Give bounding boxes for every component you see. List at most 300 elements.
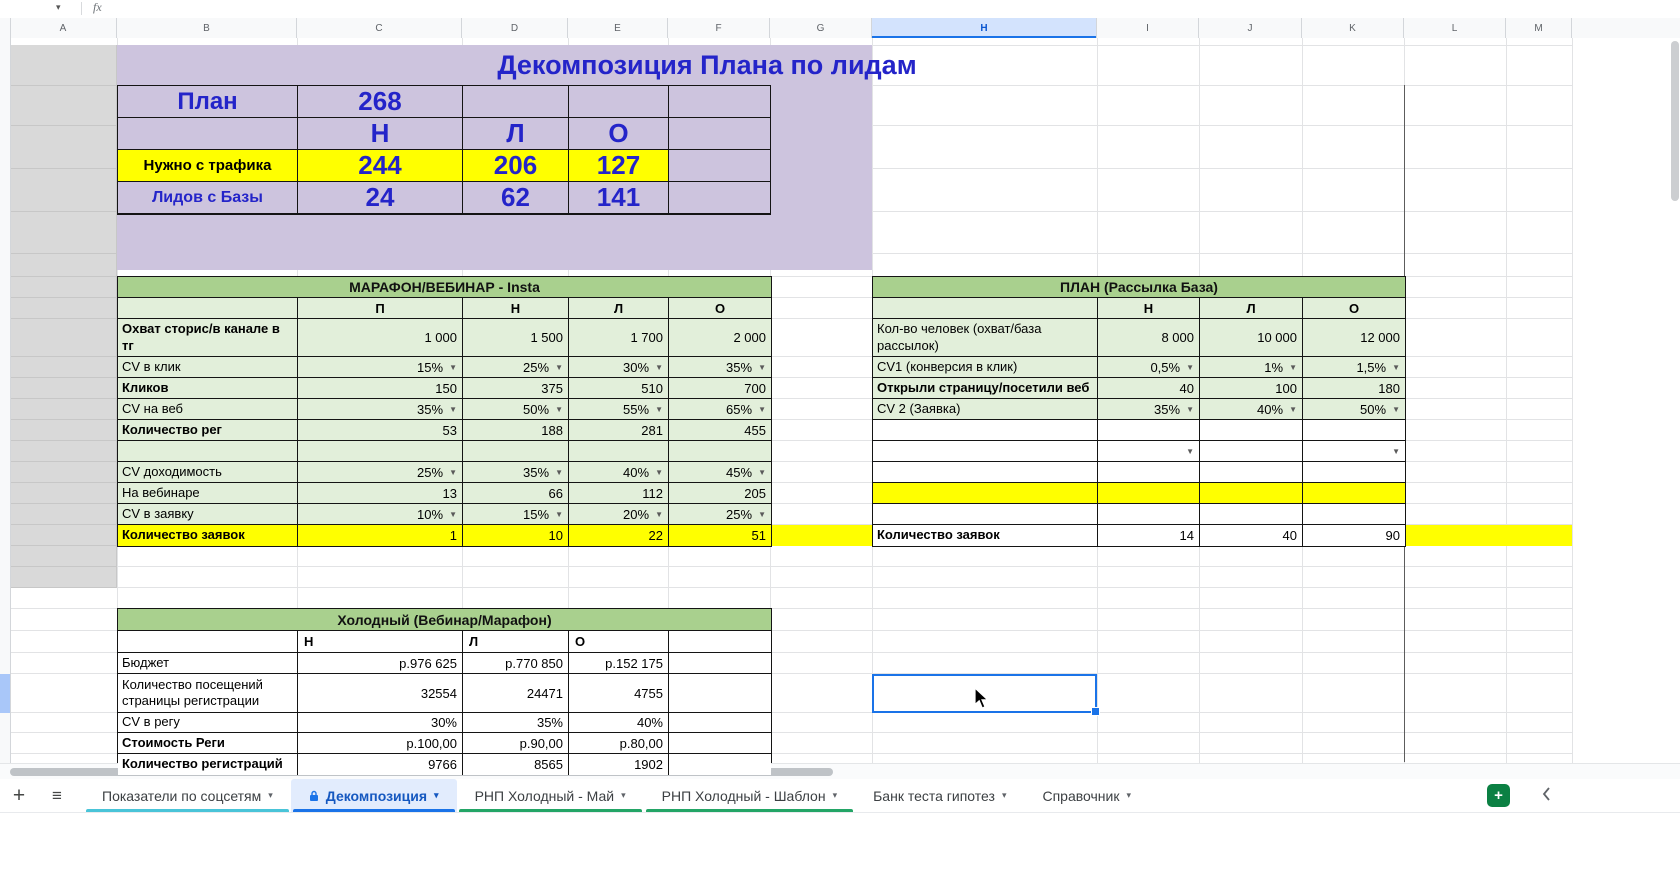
cell[interactable] [298, 674, 463, 713]
table-row [873, 399, 1405, 420]
cell[interactable]: CV на веб [118, 399, 298, 420]
cell[interactable] [1303, 441, 1405, 462]
cell[interactable] [669, 357, 771, 378]
cell[interactable]: Л [463, 631, 569, 653]
cell[interactable] [669, 118, 771, 150]
cell-value: 40% [623, 464, 650, 480]
cell[interactable]: CV 2 (Заявка) [873, 399, 1098, 420]
cell-value: 25% [523, 359, 550, 375]
cell[interactable] [463, 378, 569, 399]
cell[interactable] [669, 182, 771, 214]
cell-value: 375 [541, 380, 563, 396]
gridline [10, 356, 117, 357]
cell[interactable] [298, 504, 463, 525]
cell-value: 1 700 [630, 330, 663, 345]
cell[interactable] [873, 420, 1098, 441]
cell[interactable] [669, 504, 771, 525]
cell[interactable]: П [298, 298, 463, 319]
cell[interactable] [569, 462, 669, 483]
cell[interactable]: Количество посещений страницы регистрации [118, 674, 298, 713]
cell[interactable] [873, 462, 1098, 483]
cell-dropdown-icon[interactable]: ▼ [655, 467, 663, 477]
cell-value: 50% [523, 401, 550, 417]
column-header[interactable]: D [462, 18, 568, 38]
cell[interactable] [1098, 319, 1200, 357]
cell[interactable] [1303, 504, 1405, 525]
cell[interactable] [463, 504, 569, 525]
cell[interactable] [118, 118, 298, 150]
cell[interactable] [463, 86, 569, 118]
cell[interactable] [463, 319, 569, 357]
cell-value: 10 [548, 528, 563, 543]
cell[interactable] [1303, 357, 1405, 378]
cell[interactable] [1098, 420, 1200, 441]
gridline [10, 398, 117, 399]
column-header[interactable]: A [10, 18, 117, 38]
cell[interactable]: О [569, 118, 669, 150]
table-column-header-row [873, 298, 1405, 319]
column-header[interactable]: E [568, 18, 668, 38]
tab-menu-caret-icon[interactable]: ▾ [434, 790, 439, 800]
sheet-tab[interactable] [855, 779, 1024, 812]
cell-value: 15% [417, 359, 444, 375]
cell-value: р.80,00 [619, 735, 663, 751]
cell-value: 40% [636, 715, 663, 730]
cell[interactable] [569, 653, 669, 674]
table-row [118, 653, 771, 674]
cell[interactable] [873, 504, 1098, 525]
cell[interactable] [1200, 378, 1303, 399]
table-row [873, 319, 1405, 357]
cell[interactable]: Н [1098, 298, 1200, 319]
cell-dropdown-icon[interactable]: ▼ [555, 362, 563, 372]
mouse-cursor [974, 687, 992, 711]
column-header[interactable]: F [668, 18, 770, 38]
cell[interactable]: На вебинаре [118, 483, 298, 504]
cell[interactable] [463, 483, 569, 504]
cell[interactable]: 62 [463, 182, 569, 214]
cell-dropdown-icon[interactable]: ▼ [449, 362, 457, 372]
sheet-tab[interactable] [1024, 779, 1149, 812]
cell[interactable]: Н [298, 631, 463, 653]
cell-value: 4755 [634, 685, 663, 701]
column-header-row [0, 18, 1680, 39]
cell-dropdown-icon[interactable]: ▼ [655, 362, 663, 372]
cell[interactable] [1098, 525, 1200, 546]
gridline [10, 253, 117, 254]
cell[interactable] [1200, 462, 1303, 483]
table-row [118, 399, 771, 420]
cell-value: 281 [641, 422, 663, 438]
cell[interactable] [669, 378, 771, 399]
cell[interactable] [1200, 420, 1303, 441]
cell[interactable]: О [1303, 298, 1405, 319]
gridline [10, 482, 117, 483]
cell-value: 150 [435, 380, 457, 396]
cell[interactable] [298, 319, 463, 357]
column-header[interactable]: K [1302, 18, 1404, 38]
cell[interactable] [1098, 378, 1200, 399]
cell[interactable] [298, 441, 463, 462]
cell[interactable] [669, 441, 771, 462]
vertical-scrollbar[interactable] [1671, 41, 1679, 201]
explore-button[interactable]: + [1487, 784, 1510, 807]
cell[interactable] [118, 631, 298, 653]
cell[interactable] [1200, 483, 1303, 504]
plan-rassylka-table [872, 276, 1406, 547]
cell[interactable] [463, 754, 569, 775]
table-row [118, 150, 771, 182]
cell[interactable] [569, 674, 669, 713]
cell[interactable] [298, 525, 463, 546]
cell[interactable] [1200, 319, 1303, 357]
cell[interactable]: Кликов [118, 378, 298, 399]
cell-dropdown-icon[interactable]: ▼ [449, 467, 457, 477]
cell-value: 100 [1275, 380, 1297, 396]
tab-menu-caret-icon[interactable]: ▾ [268, 790, 273, 800]
add-sheet-button[interactable]: + [12, 783, 26, 807]
tab-menu-caret-icon[interactable]: ▾ [1126, 790, 1132, 800]
cell-dropdown-icon[interactable]: ▼ [1392, 446, 1400, 456]
fill-handle[interactable] [1091, 707, 1100, 716]
table-row [118, 674, 771, 713]
table-row [873, 504, 1405, 525]
cell-value: 112 [642, 485, 663, 501]
selected-row-marker [0, 674, 10, 713]
cell-value: 0,5% [1150, 359, 1181, 375]
cell[interactable] [1200, 357, 1303, 378]
cell-dropdown-icon[interactable]: ▼ [655, 404, 663, 414]
table-row [118, 525, 771, 546]
cell[interactable] [1303, 525, 1405, 546]
cell[interactable]: CV в регу [118, 713, 298, 733]
cell-value: 510 [641, 380, 663, 396]
column-header[interactable]: B [117, 18, 297, 38]
cell[interactable] [1098, 357, 1200, 378]
cell[interactable] [669, 525, 771, 546]
cell-value: 2 000 [733, 330, 766, 345]
cell-value: 53 [442, 422, 457, 438]
plan-summary-table [117, 85, 771, 215]
cell[interactable]: Количество регистраций [118, 754, 298, 775]
cell-dropdown-icon[interactable]: ▼ [758, 509, 766, 519]
cell[interactable] [298, 754, 463, 775]
cell-value: 30% [623, 359, 650, 375]
cell[interactable] [298, 214, 463, 215]
cell-value: 51 [751, 528, 766, 543]
cell[interactable]: Н [463, 298, 569, 319]
cell[interactable] [569, 525, 669, 546]
column-header[interactable]: L [1404, 18, 1506, 38]
table-row [118, 504, 771, 525]
table-row [873, 483, 1405, 504]
all-sheets-menu-button[interactable]: ≡ [52, 785, 62, 805]
cell-value: 55% [623, 401, 650, 417]
cell[interactable]: О [569, 631, 669, 653]
cell-dropdown-icon[interactable]: ▼ [1289, 362, 1297, 372]
page-title: Декомпозиция Плана по лидам [497, 50, 917, 80]
table-title[interactable]: МАРАФОН/ВЕБИНАР - Insta [118, 277, 771, 298]
show-side-panel-icon[interactable] [1541, 786, 1551, 802]
cell[interactable] [1200, 504, 1303, 525]
cell[interactable] [569, 733, 669, 754]
cell[interactable] [1303, 462, 1405, 483]
cell[interactable] [118, 441, 298, 462]
column-header[interactable]: H [872, 18, 1097, 38]
table-row [118, 713, 771, 733]
cell[interactable] [298, 399, 463, 420]
cell[interactable] [569, 754, 669, 775]
table-row [873, 462, 1405, 483]
cell-value: 35% [523, 464, 550, 480]
cell[interactable] [1200, 399, 1303, 420]
cell[interactable] [669, 733, 771, 754]
cell[interactable] [1200, 525, 1303, 546]
cell[interactable]: Л [463, 118, 569, 150]
sheet-tab-label: РНП Холодный - Шаблон [661, 787, 826, 804]
name-box-caret-icon[interactable]: ▾ [56, 2, 61, 12]
cell[interactable] [669, 214, 771, 215]
cell[interactable]: План [118, 86, 298, 118]
column-header[interactable]: J [1199, 18, 1302, 38]
cell[interactable]: Стоимость Реги [118, 733, 298, 754]
cell[interactable] [873, 441, 1098, 462]
cell[interactable] [1098, 462, 1200, 483]
cell[interactable] [669, 674, 771, 713]
cell[interactable] [569, 319, 669, 357]
cell[interactable]: Лидов с Базы [118, 182, 298, 214]
cell[interactable]: CV1 (конверсия в клик) [873, 357, 1098, 378]
cell[interactable]: Л [1200, 298, 1303, 319]
cell[interactable]: CV доходимость [118, 462, 298, 483]
cell[interactable]: О [669, 298, 771, 319]
gridline [10, 503, 117, 504]
cell[interactable]: Л [569, 298, 669, 319]
cell-dropdown-icon[interactable]: ▼ [449, 404, 457, 414]
cell[interactable] [569, 86, 669, 118]
column-header[interactable]: I [1097, 18, 1199, 38]
cell[interactable] [669, 653, 771, 674]
cell[interactable]: 206 [463, 150, 569, 182]
table-title[interactable]: ПЛАН (Рассылка База) [873, 277, 1405, 298]
table-row [118, 357, 771, 378]
cell[interactable] [669, 319, 771, 357]
cell[interactable] [569, 399, 669, 420]
table-row [118, 319, 771, 357]
column-header[interactable]: C [297, 18, 462, 38]
cell[interactable] [569, 214, 669, 215]
yellow-strip[interactable] [1405, 525, 1572, 546]
gridline [10, 168, 117, 169]
cell[interactable] [298, 733, 463, 754]
cell[interactable] [569, 441, 669, 462]
sheet-tab[interactable] [291, 779, 457, 812]
gridline [10, 377, 117, 378]
cell[interactable]: Бюджет [118, 653, 298, 674]
cell-dropdown-icon[interactable]: ▼ [555, 467, 563, 477]
cell-dropdown-icon[interactable]: ▼ [1186, 446, 1194, 456]
cell[interactable] [1098, 504, 1200, 525]
cell-value: 12 000 [1360, 330, 1400, 345]
lock-icon [309, 790, 319, 802]
sheet-tab[interactable] [644, 779, 855, 812]
cell[interactable] [298, 420, 463, 441]
column-header[interactable]: G [770, 18, 872, 38]
formula-bar [0, 0, 1680, 19]
cell-value: 700 [744, 380, 766, 396]
cell-dropdown-icon[interactable]: ▼ [1186, 404, 1194, 414]
cell[interactable] [1098, 483, 1200, 504]
cell[interactable]: Открыли страницу/посетили веб [873, 378, 1098, 399]
cell[interactable]: Кол-во человек (охват/база рассылок) [873, 319, 1098, 357]
cell[interactable] [669, 631, 771, 653]
table-row [118, 86, 771, 118]
cell[interactable] [463, 420, 569, 441]
cell[interactable] [1303, 483, 1405, 504]
table-row [873, 525, 1405, 546]
marafon-webinar-table [117, 276, 772, 547]
table-row [873, 441, 1405, 462]
table-title[interactable]: Холодный (Вебинар/Марафон) [118, 609, 771, 631]
cell[interactable] [463, 462, 569, 483]
cell[interactable] [463, 674, 569, 713]
cell-dropdown-icon[interactable]: ▼ [449, 509, 457, 519]
cell[interactable] [669, 462, 771, 483]
cell[interactable] [118, 298, 298, 319]
cell[interactable]: 141 [569, 182, 669, 214]
cell[interactable] [669, 754, 771, 775]
row-gutter[interactable] [0, 38, 11, 763]
cell[interactable] [873, 298, 1098, 319]
cell[interactable] [669, 150, 771, 182]
cell-value: 66 [548, 485, 563, 501]
cell[interactable] [569, 504, 669, 525]
cell[interactable] [569, 378, 669, 399]
cell[interactable]: Количество заявок [118, 525, 298, 546]
cell[interactable] [463, 357, 569, 378]
table-row [118, 420, 771, 441]
cell[interactable] [569, 357, 669, 378]
table-row [118, 754, 771, 775]
cell[interactable]: CV в клик [118, 357, 298, 378]
table-row [873, 378, 1405, 399]
cell[interactable] [463, 733, 569, 754]
cell[interactable] [1303, 378, 1405, 399]
cell[interactable] [569, 420, 669, 441]
cell-value: 35% [1154, 401, 1181, 417]
cell-dropdown-icon[interactable]: ▼ [758, 362, 766, 372]
cell[interactable] [1303, 319, 1405, 357]
cell[interactable]: Нужно с трафика [118, 150, 298, 182]
cell-value: р.100,00 [406, 735, 457, 751]
cell-dropdown-icon[interactable]: ▼ [655, 509, 663, 519]
cell-value: 20% [623, 506, 650, 522]
cell-value: 205 [744, 485, 766, 501]
cell[interactable] [669, 86, 771, 118]
cell-dropdown-icon[interactable]: ▼ [1392, 362, 1400, 372]
tab-menu-caret-icon[interactable]: ▾ [1001, 790, 1007, 800]
cell[interactable] [463, 214, 569, 215]
cell[interactable] [463, 713, 569, 733]
tab-menu-caret-icon[interactable]: ▾ [832, 790, 838, 800]
cell[interactable] [569, 483, 669, 504]
sheet-grid[interactable] [0, 38, 1680, 772]
cell[interactable]: CV в заявку [118, 504, 298, 525]
cell-value: 1 500 [530, 330, 563, 345]
cell-dropdown-icon[interactable]: ▼ [555, 404, 563, 414]
cell[interactable] [463, 653, 569, 674]
cell[interactable] [1098, 399, 1200, 420]
cell-value: 180 [1378, 380, 1400, 396]
cell[interactable] [118, 214, 298, 215]
cell-dropdown-icon[interactable]: ▼ [758, 467, 766, 477]
cell-dropdown-icon[interactable]: ▼ [1289, 404, 1297, 414]
cell[interactable] [298, 653, 463, 674]
cell[interactable] [1098, 441, 1200, 462]
cell-value: 8565 [534, 757, 563, 772]
cell[interactable]: Количество рег [118, 420, 298, 441]
cell-value: 40 [1282, 528, 1297, 543]
sheet-tab[interactable] [84, 779, 291, 812]
cell-dropdown-icon[interactable]: ▼ [1392, 404, 1400, 414]
cell[interactable]: Н [298, 118, 463, 150]
cell-dropdown-icon[interactable]: ▼ [758, 404, 766, 414]
cell-value: 40% [1257, 401, 1284, 417]
cell[interactable] [1303, 399, 1405, 420]
cell[interactable] [669, 483, 771, 504]
tab-menu-caret-icon[interactable]: ▾ [621, 790, 626, 800]
cell[interactable]: 24 [298, 182, 463, 214]
gridline [10, 566, 117, 567]
cell-value: 1902 [634, 757, 663, 772]
cell[interactable] [298, 713, 463, 733]
cell[interactable] [298, 357, 463, 378]
cell[interactable] [669, 713, 771, 733]
column-header[interactable]: M [1506, 18, 1572, 38]
cell[interactable] [669, 420, 771, 441]
sheet-tab[interactable] [457, 779, 644, 812]
cell[interactable]: 244 [298, 150, 463, 182]
cell[interactable] [873, 483, 1098, 504]
cell[interactable] [463, 525, 569, 546]
sheet-tab-label: Декомпозиция [325, 787, 428, 804]
table-row [118, 118, 771, 150]
cell[interactable] [463, 441, 569, 462]
yellow-cell[interactable] [770, 525, 872, 546]
gridline [10, 297, 117, 298]
cell-value: 90 [1385, 528, 1400, 543]
cell[interactable] [1303, 420, 1405, 441]
cell[interactable]: 127 [569, 150, 669, 182]
cell-value: 22 [648, 528, 663, 543]
cell[interactable] [298, 378, 463, 399]
cell[interactable] [298, 483, 463, 504]
cell-dropdown-icon[interactable]: ▼ [1186, 362, 1194, 372]
cell[interactable]: Количество заявок [873, 525, 1098, 546]
cell[interactable]: Охват сторис/в канале в тг [118, 319, 298, 357]
cell[interactable] [569, 713, 669, 733]
cell[interactable] [1200, 441, 1303, 462]
tab-color-bar [86, 809, 289, 812]
cell[interactable] [463, 399, 569, 420]
cell[interactable]: 268 [298, 86, 463, 118]
cell[interactable] [669, 399, 771, 420]
cell-value: р.90,00 [519, 735, 563, 751]
cell-dropdown-icon[interactable]: ▼ [555, 509, 563, 519]
cell[interactable] [298, 462, 463, 483]
table-row [118, 182, 771, 214]
cell-value: 13 [442, 485, 457, 501]
